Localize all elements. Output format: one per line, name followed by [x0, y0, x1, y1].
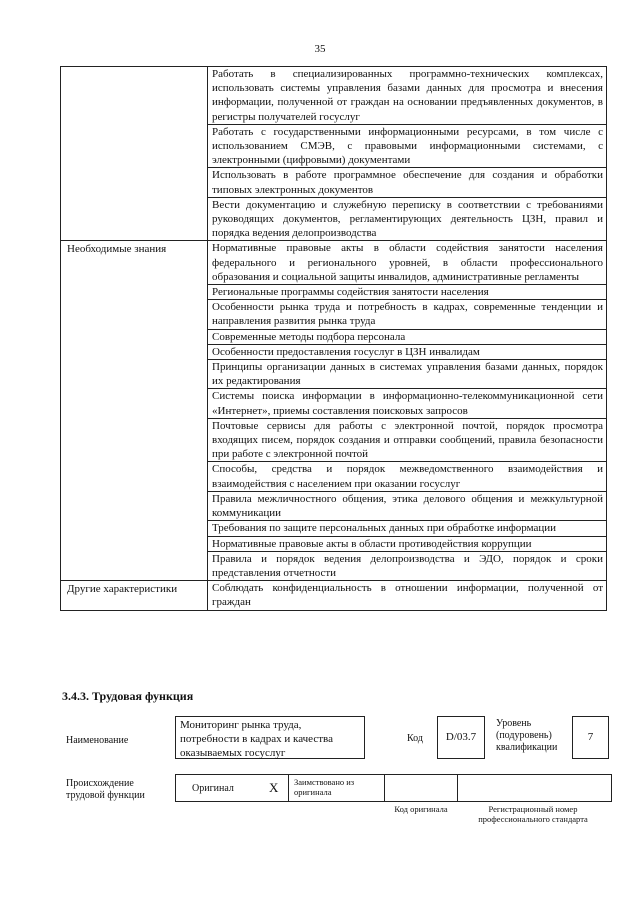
table-row	[61, 67, 607, 125]
knowledge-item: Нормативные правовые акты в области противодействия коррупции	[208, 536, 607, 551]
divider	[384, 775, 385, 801]
origin-label: Происхождение трудовой функции	[66, 778, 145, 801]
knowledge-item: Нормативные правовые акты в области содействия занятости населения федерального и регионального уровней, в области профессионального образования и социальной защиты инвалидов, административные регламенты	[208, 241, 607, 285]
code-box: D/03.7	[437, 716, 485, 759]
code-original-caption: Код оригинала	[394, 804, 448, 814]
origin-table	[175, 774, 612, 802]
knowledge-item: Правила и порядок ведения делопроизводства и ЭДО, порядок и сроки представления отчетности	[208, 551, 607, 580]
reg-number-caption: Регистрационный номер профессионального стандарта	[478, 804, 588, 824]
knowledge-item: Особенности рынка труда и потребность в кадрах, современные тенденции и направления развития рынка труда	[208, 300, 607, 329]
knowledge-item: Принципы организации данных в системах управления базами данных, порядок их редактирования	[208, 360, 607, 389]
name-label: Наименование	[66, 735, 129, 746]
other-characteristics-item: Соблюдать конфиденциальность в отношении информации, полученной от граждан	[208, 581, 607, 610]
knowledge-item: Региональные программы содействия занятости населения	[208, 285, 607, 300]
skill-item: Работать с государственными информационными ресурсами, в том числе с использованием СМЭВ, с правовыми информационными системами, с электронными (цифровыми) документами	[208, 124, 607, 168]
skill-item: Использовать в работе программное обеспечение для создания и обработки типовых электронных документов	[208, 168, 607, 197]
table-row	[61, 241, 607, 285]
other-characteristics-label: Другие характеристики	[61, 581, 208, 610]
knowledge-item: Современные методы подбора персонала	[208, 329, 607, 344]
requirements-table	[60, 66, 607, 611]
original-mark: X	[269, 780, 279, 795]
section-title: 3.4.3. Трудовая функция	[62, 689, 194, 703]
empty-label-cell	[61, 67, 208, 241]
page-number: 35	[314, 43, 326, 55]
code-label: Код	[407, 733, 423, 744]
original-label: Оригинал	[192, 783, 234, 794]
knowledge-item: Системы поиска информации в информационно-телекоммуникационной сети «Интернет», приемы составления поисковых запросов	[208, 389, 607, 418]
divider	[288, 775, 289, 801]
table-row	[61, 581, 607, 610]
knowledge-item: Способы, средства и порядок межведомственного взаимодействия и взаимодействия с населением при оказании госуслуг	[208, 462, 607, 491]
function-name-box: Мониторинг рынка труда, потребности в кадрах и качества оказываемых госуслуг	[175, 716, 365, 759]
borrowed-label: Заимствовано из оригинала	[294, 777, 355, 797]
knowledge-item: Почтовые сервисы для работы с электронной почтой, порядок просмотра входящих писем, порядок создания и отправки сообщений, правила безопасности при работе с электронной почтой	[208, 418, 607, 462]
skill-item: Работать в специализированных программно-технических комплексах, использовать системы управления базами данных для просмотра и внесения информации, полученной от граждан на основании предъявленных документов, в регистры получателей госуслуг	[208, 67, 607, 125]
knowledge-label: Необходимые знания	[61, 241, 208, 581]
skill-item: Вести документацию и служебную переписку в соответствии с требованиями руководящих документов, регламентирующих деятельность ЦЗН, правил и порядка ведения делопроизводства	[208, 197, 607, 241]
knowledge-item: Требования по защите персональных данных при обработке информации	[208, 521, 607, 536]
knowledge-item: Особенности предоставления госуслуг в ЦЗН инвалидам	[208, 344, 607, 359]
qualification-level-box: 7	[572, 716, 609, 759]
divider	[457, 775, 458, 801]
knowledge-item: Правила межличностного общения, этика делового общения и межкультурной коммуникации	[208, 491, 607, 520]
qualification-level-label: Уровень (подуровень) квалификации	[496, 718, 558, 753]
